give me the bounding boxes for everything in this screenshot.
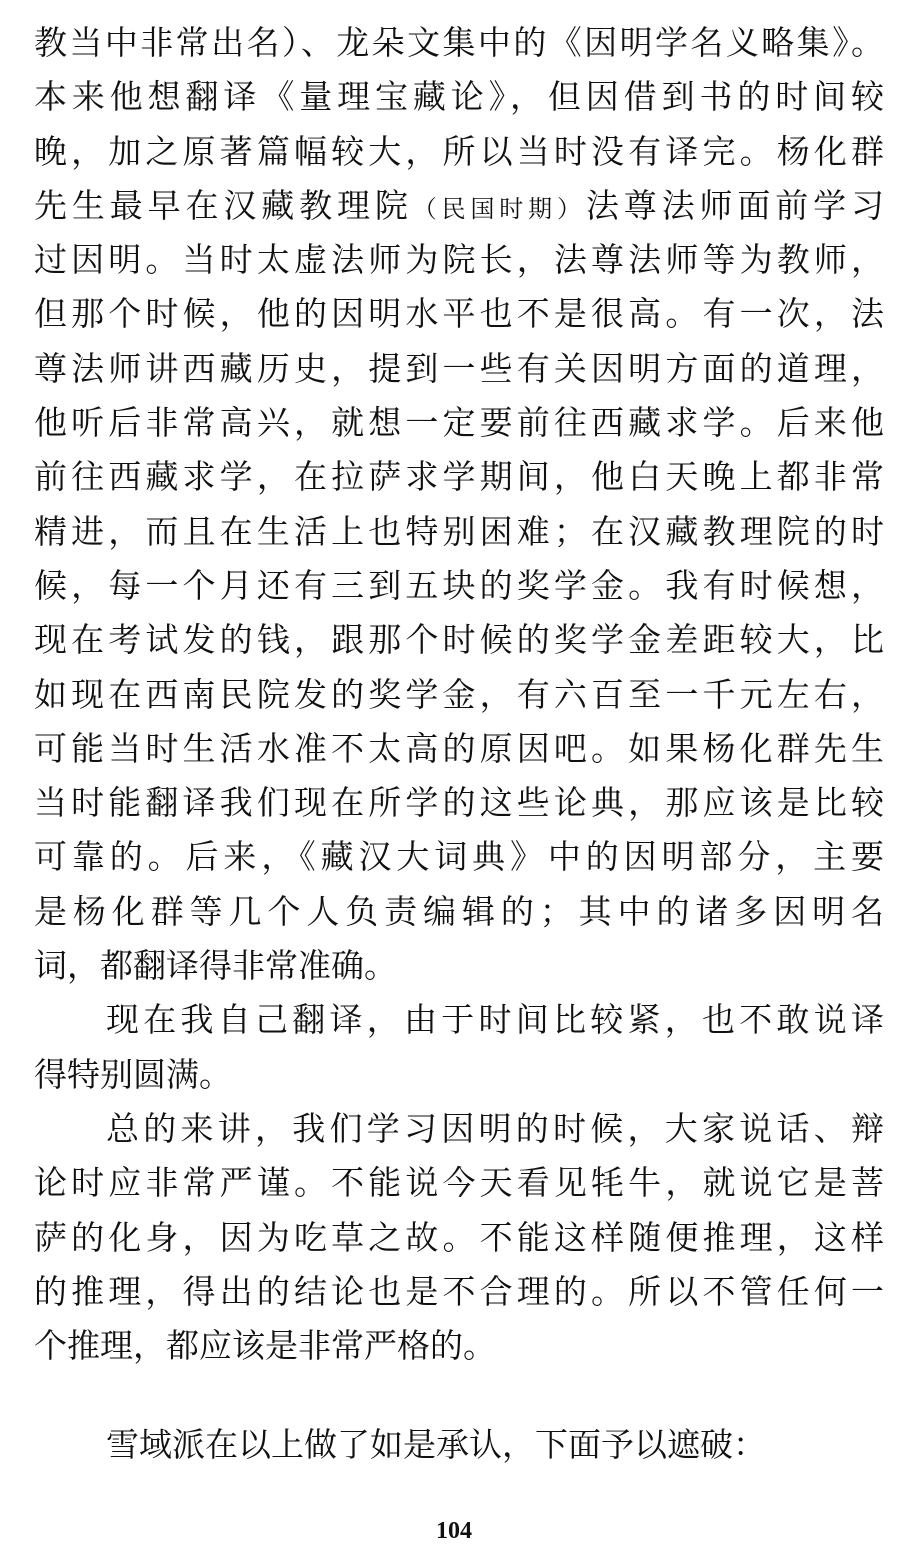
text-line: 现在我自己翻译，由于时间比较紧，也不敢说译: [106, 1000, 884, 1040]
text-line: 当时能翻译我们现在所学的这些论典，那应该是比较: [34, 783, 884, 823]
text-line: 尊法师讲西藏历史，提到一些有关因明方面的道理，: [34, 348, 884, 388]
text-line: 候，每一个月还有三到五块的奖学金。我有时候想，: [34, 565, 884, 605]
text-line: 词，都翻译得非常准确。: [34, 946, 397, 986]
text-line: 前往西藏求学，在拉萨求学期间，他白天晚上都非常: [34, 457, 884, 497]
text-line: 个推理，都应该是非常严格的。: [34, 1326, 496, 1366]
parenthetical-note: （民国时期）: [412, 194, 586, 223]
text-line: 现在考试发的钱，跟那个时候的奖学金差距较大，比: [34, 620, 884, 660]
text-line: 可靠的。后来，《藏汉大词典》中的因明部分，主要: [34, 837, 884, 877]
text-line: 过因明。当时太虚法师为院长，法尊法师等为教师，: [34, 240, 884, 280]
text-line: [34, 179, 884, 233]
text-line: 精进，而且在生活上也特别困难；在汉藏教理院的时: [34, 511, 884, 551]
text-line-part: 先生最早在汉藏教理院: [34, 185, 413, 225]
text-line: 总的来讲，我们学习因明的时候，大家说话、辩: [106, 1108, 884, 1148]
closing-line: 雪域派在以上做了如是承认，下面予以遮破：: [106, 1425, 766, 1464]
text-line-part: 法尊法师面前学习: [585, 185, 885, 225]
body-text: [34, 16, 884, 1373]
text-line: 的推理，得出的结论也是不合理的。所以不管任何一: [34, 1271, 884, 1311]
text-line: 如现在西南民院发的奖学金，有六百至一千元左右，: [34, 674, 884, 714]
text-line: 得特别圆满。: [34, 1054, 232, 1094]
text-line: 论时应非常严谨。不能说今天看见牦牛，就说它是菩: [34, 1163, 884, 1203]
paragraph-2: [34, 993, 884, 1102]
text-line: 萨的化身，因为吃草之故。不能这样随便推理，这样: [34, 1217, 884, 1257]
page-number: 104: [436, 1518, 472, 1544]
text-line: 教当中非常出名）、龙朵文集中的《因明学名义略集》。: [34, 23, 884, 62]
text-line: 晚，加之原著篇幅较大，所以当时没有译完。杨化群: [34, 131, 884, 171]
text-line: 可能当时生活水准不太高的原因吧。如果杨化群先生: [34, 728, 884, 768]
paragraph-1: [34, 16, 884, 993]
text-line: 他听后非常高兴，就想一定要前往西藏求学。后来他: [34, 403, 884, 443]
text-line: 本来他想翻译《量理宝藏论》，但因借到书的时间较: [34, 77, 884, 117]
text-line: 但那个时候，他的因明水平也不是很高。有一次，法: [34, 294, 884, 334]
paragraph-3: [34, 1102, 884, 1373]
text-line: 是杨化群等几个人负责编辑的；其中的诸多因明名: [34, 891, 884, 931]
